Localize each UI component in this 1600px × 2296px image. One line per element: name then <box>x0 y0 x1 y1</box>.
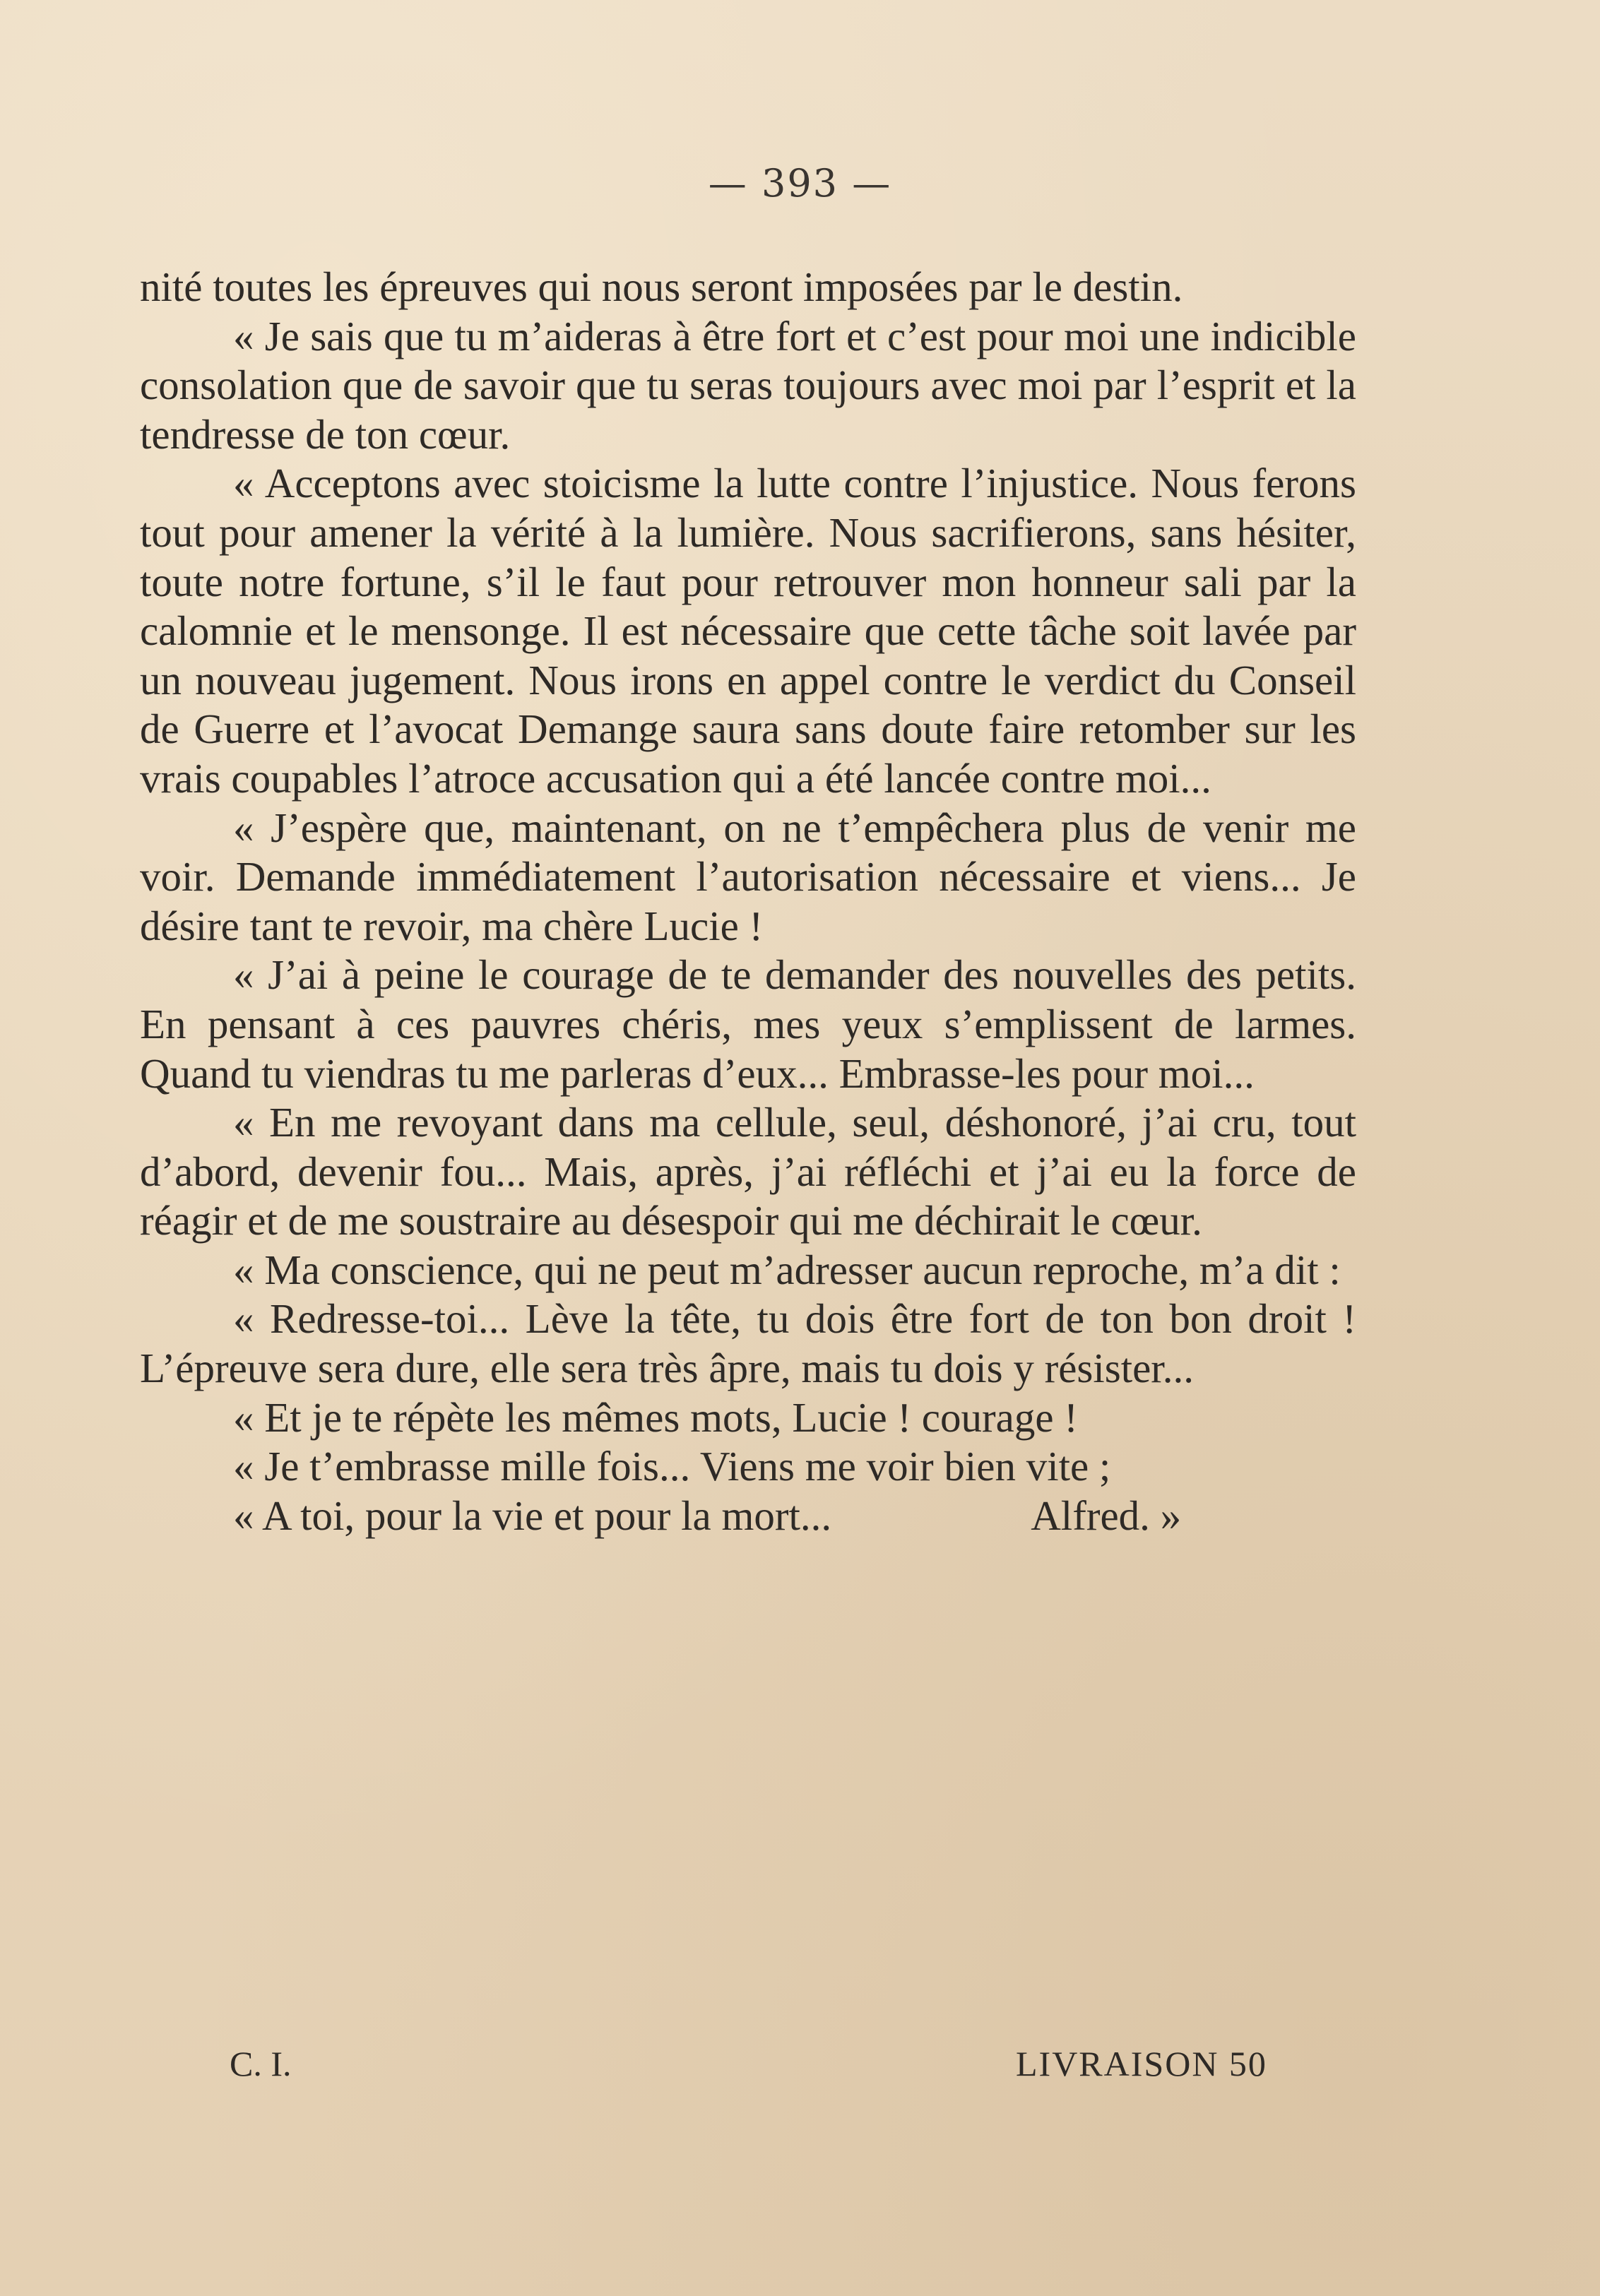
letter-body <box>140 263 1356 1540</box>
paragraph: « Et je te répète les mêmes mots, Lucie ! courage ! <box>233 1393 1078 1441</box>
footer-installment: LIVRAISON 50 <box>1016 2044 1267 2083</box>
footer-publication-mark: C. I. <box>230 2044 292 2083</box>
paragraph: « En me revoyant dans ma cellule, seul, déshonoré, j’ai cru, tout d’abord, devenir fou... Mais, après, j’ai réfléchi et j’ai eu la force de réagir et de me soustraire au désespoir qui me déchirait le cœur. <box>140 1099 1356 1244</box>
closing-line <box>140 1492 1356 1541</box>
page-number: — 393 — <box>708 161 892 206</box>
paragraph: « Redresse-toi... Lève la tête, tu dois être fort de ton bon droit ! L’épreuve sera dure, elle sera très âpre, mais tu dois y résister... <box>140 1295 1356 1392</box>
paragraph: « J’ai à peine le courage de te demander des nouvelles des petits. En pensant à ces pauvres chéris, mes yeux s’emplissent de larmes. Quand tu viendras tu me parleras d’eux... Embrasse-les pour moi... <box>140 951 1356 1097</box>
paragraph: « Je sais que tu m’aideras à être fort et c’est pour moi une indicible consolation que de savoir que tu seras toujours avec moi par l’esprit et la tendresse de ton cœur. <box>140 312 1356 458</box>
paragraph: « J’espère que, maintenant, on ne t’empêchera plus de venir me voir. Demande immédiatement l’autorisation nécessaire et viens... Je désire tant te revoir, ma chère Lucie ! <box>140 804 1356 949</box>
paragraph: « Je t’embrasse mille fois... Viens me voir bien vite ; <box>233 1443 1111 1490</box>
paragraph: « Acceptons avec stoicisme la lutte contre l’injustice. Nous ferons tout pour amener la vérité à la lumière. Nous sacrifierons, sans hésiter, toute notre fortune, s’il le faut pour retrouver mon honneur sali par la calomnie et le mensonge. Il est nécessaire que cette tâche soit lavée par un nouveau jugement. Nous irons en appel contre le verdict du Conseil de Guerre et l’avocat Demange saura sans doute faire retomber sur les vrais coupables l’atroce accusation qui a été lancée contre moi... <box>140 460 1356 802</box>
paragraph-continuation: nité toutes les épreuves qui nous seront imposées par le destin. <box>140 263 1183 310</box>
closing-text: « A toi, pour la vie et pour la mort... <box>233 1492 832 1539</box>
signature: Alfred. » <box>1031 1492 1182 1539</box>
paragraph: « Ma conscience, qui ne peut m’adresser aucun reproche, m’a dit : <box>233 1246 1341 1293</box>
